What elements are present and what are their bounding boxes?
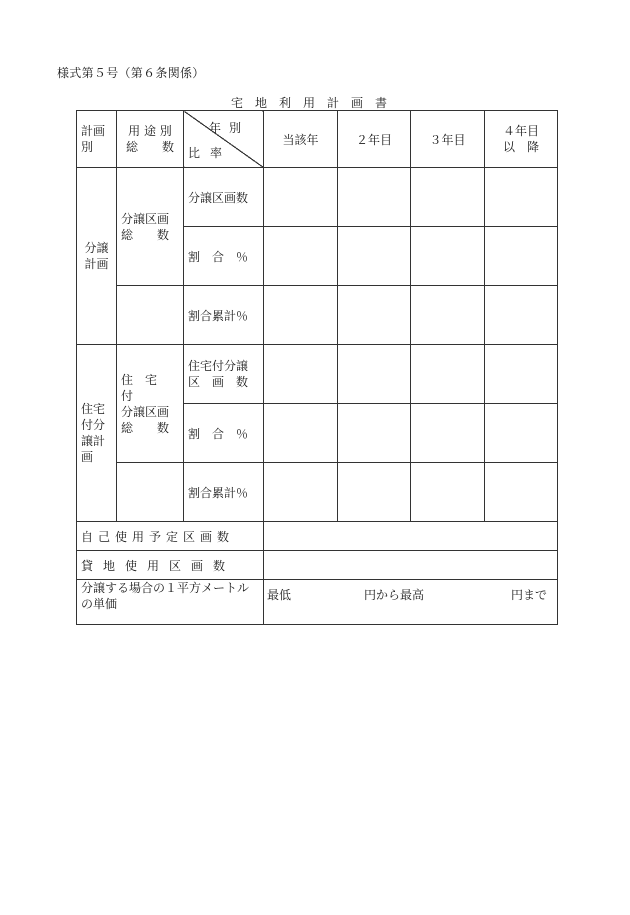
lease-lots-value[interactable] [264, 551, 558, 580]
diag-ratio-label: 比率 [188, 146, 233, 160]
header-diagonal [184, 111, 264, 168]
lease-lots-label: 貸地使用区画数 [77, 551, 264, 580]
table-row [77, 463, 558, 522]
data-cell[interactable] [264, 286, 338, 345]
price-mid-label: 円から最高 [364, 588, 425, 602]
row-label: 分譲区画数 [184, 168, 264, 227]
section-sale-plan: 分譲 計画 [77, 168, 117, 345]
header-plan: 計画 別 [77, 111, 117, 168]
row-label: 割合累計％ [184, 286, 264, 345]
data-cell[interactable] [411, 168, 485, 227]
table-row [77, 551, 558, 580]
row-label: 割 合 ％ [184, 227, 264, 286]
section-housing-sale-plan: 住宅 付分 譲計 画 [77, 345, 117, 522]
data-cell[interactable] [338, 404, 411, 463]
data-cell[interactable] [411, 463, 485, 522]
empty-cell [117, 463, 184, 522]
housing-lots-total: 住 宅 付 分譲区画 総 数 [117, 345, 184, 463]
header-year-3: ３年目 [411, 111, 485, 168]
diag-year-label: 年別 [208, 121, 249, 135]
data-cell[interactable] [411, 345, 485, 404]
header-year-4-later: ４年目 以 降 [485, 111, 558, 168]
header-current-year: 当該年 [264, 111, 338, 168]
price-min-label: 最低 [267, 588, 292, 602]
sale-lots-total: 分譲区画 総 数 [117, 168, 184, 286]
data-cell[interactable] [485, 404, 558, 463]
table-row [77, 286, 558, 345]
data-cell[interactable] [485, 227, 558, 286]
row-label: 割合累計％ [184, 463, 264, 522]
data-cell[interactable] [264, 345, 338, 404]
data-cell[interactable] [485, 286, 558, 345]
data-cell[interactable] [338, 168, 411, 227]
land-use-plan-table [76, 110, 558, 625]
row-label: 割 合 ％ [184, 404, 264, 463]
table-row [77, 522, 558, 551]
data-cell[interactable] [338, 227, 411, 286]
unit-price-label: 分譲する場合の１平方メートルの単価 [77, 580, 264, 625]
data-cell[interactable] [485, 463, 558, 522]
data-cell[interactable] [338, 463, 411, 522]
data-cell[interactable] [338, 345, 411, 404]
header-row [77, 111, 558, 168]
data-cell[interactable] [264, 404, 338, 463]
row-label: 住宅付分譲 区 画 数 [184, 345, 264, 404]
self-use-lots-value[interactable] [264, 522, 558, 551]
header-use: 用 途 別 総 数 [117, 111, 184, 168]
unit-price-value[interactable] [264, 580, 558, 625]
form-title: 宅地利用計画書 [231, 96, 400, 110]
table-row [77, 345, 558, 404]
data-cell[interactable] [411, 286, 485, 345]
self-use-lots-label: 自己使用予定区画数 [77, 522, 264, 551]
data-cell[interactable] [264, 168, 338, 227]
empty-cell [117, 286, 184, 345]
data-cell[interactable] [264, 227, 338, 286]
form-number: 様式第５号（第６条関係） [57, 66, 205, 80]
data-cell[interactable] [411, 404, 485, 463]
data-cell[interactable] [338, 286, 411, 345]
data-cell[interactable] [485, 168, 558, 227]
data-cell[interactable] [411, 227, 485, 286]
table-row [77, 168, 558, 227]
data-cell[interactable] [485, 345, 558, 404]
header-year-2: ２年目 [338, 111, 411, 168]
data-cell[interactable] [264, 463, 338, 522]
table-row [77, 580, 558, 625]
price-end-label: 円まで [510, 588, 547, 602]
